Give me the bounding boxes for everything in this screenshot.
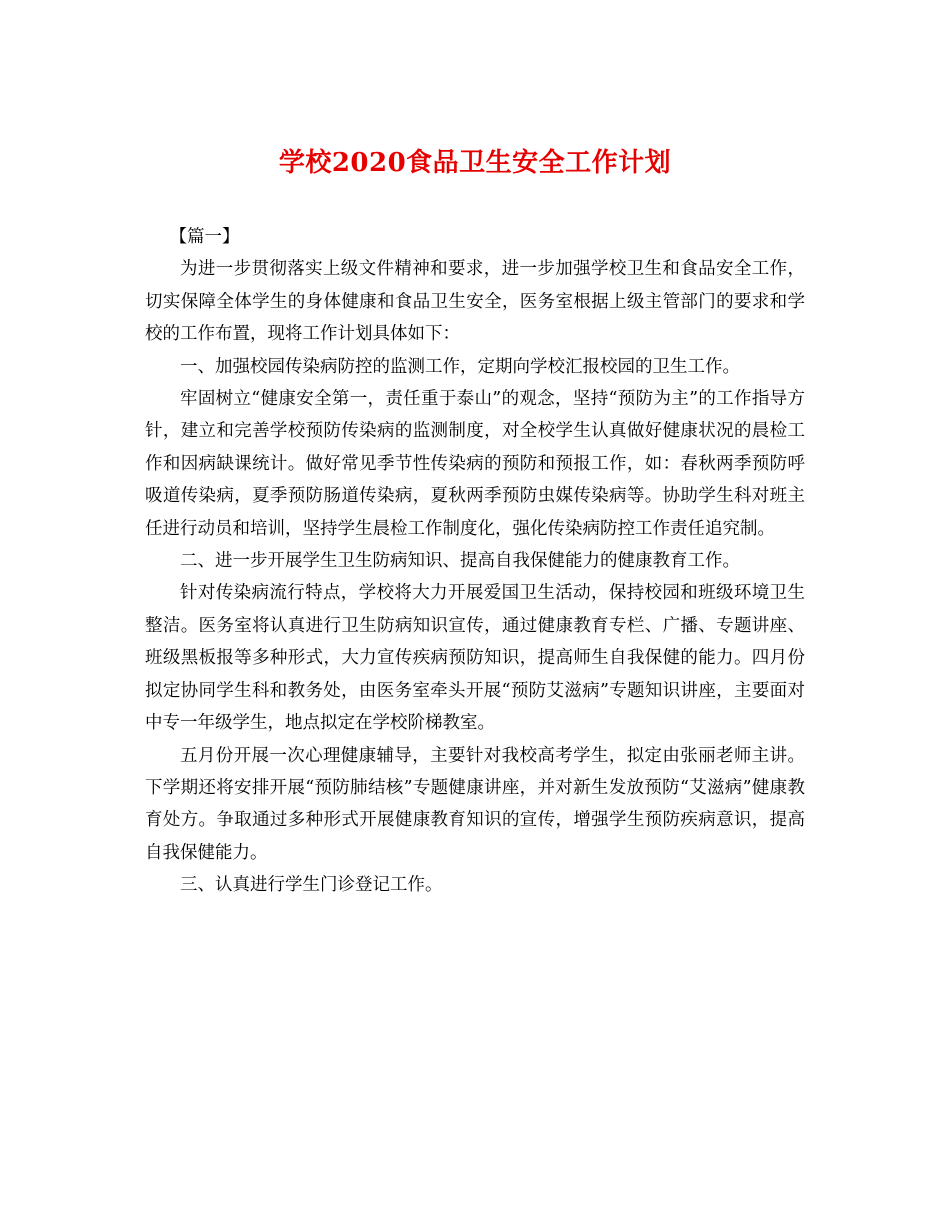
paragraph-body-1: 牢固树立“健康安全第一，责任重于泰山”的观念，坚持“预防为主”的工作指导方针，建立和完善学校预防传染病的监测制度，对全校学生认真做好健康状况的晨检工作和因病缺课统计。做好常见季节性传染病的预防和预报工作，如：春秋两季预防呼吸道传染病，夏季预防肠道传染病，夏秋两季预防虫媒传染病等。协助学生科对班主任进行动员和培训，坚持学生晨检工作制度化，强化传染病防控工作责任追究制。 [145, 389, 805, 539]
paragraph-body-2b: 五月份开展一次心理健康辅导，主要针对我校高考学生，拟定由张丽老师主讲。下学期还将安排开展“预防肺结核”专题健康讲座，并对新生发放预防“艾滋病”健康教育处方。争取通过多种形式开展健康教育知识的宣传，增强学生预防疾病意识，提高自我保健能力。 [145, 745, 805, 863]
paragraph-heading-3: 三、认真进行学生门诊登记工作。 [180, 875, 443, 896]
document-body [145, 221, 805, 902]
paragraph-body-2a: 针对传染病流行特点，学校将大力开展爱国卫生活动，保持校园和班级环境卫生整洁。医务室将认真进行卫生防病知识宣传，通过健康教育专栏、广播、专题讲座、班级黑板报等多种形式，大力宣传疾病预防知识，提高师生自我保健的能力。四月份拟定协同学生科和教务处，由医务室牵头开展“预防艾滋病”专题知识讲座，主要面对中专一年级学生，地点拟定在学校阶梯教室。 [145, 583, 805, 734]
document-title: 学校2020食品卫生安全工作计划 [278, 148, 672, 178]
paragraph-intro: 为进一步贯彻落实上级文件精神和要求，进一步加强学校卫生和食品安全工作，切实保障全体学生的身体健康和食品卫生安全，医务室根据上级主管部门的要求和学校的工作布置，现将工作计划具体如下： [145, 259, 805, 345]
section-label: 【篇一】 [169, 227, 240, 247]
paragraph-heading-1: 一、加强校园传染病防控的监测工作，定期向学校汇报校园的卫生工作。 [180, 356, 740, 377]
paragraph-heading-2: 二、进一步开展学生卫生防病知识、提高自我保健能力的健康教育工作。 [180, 551, 740, 572]
